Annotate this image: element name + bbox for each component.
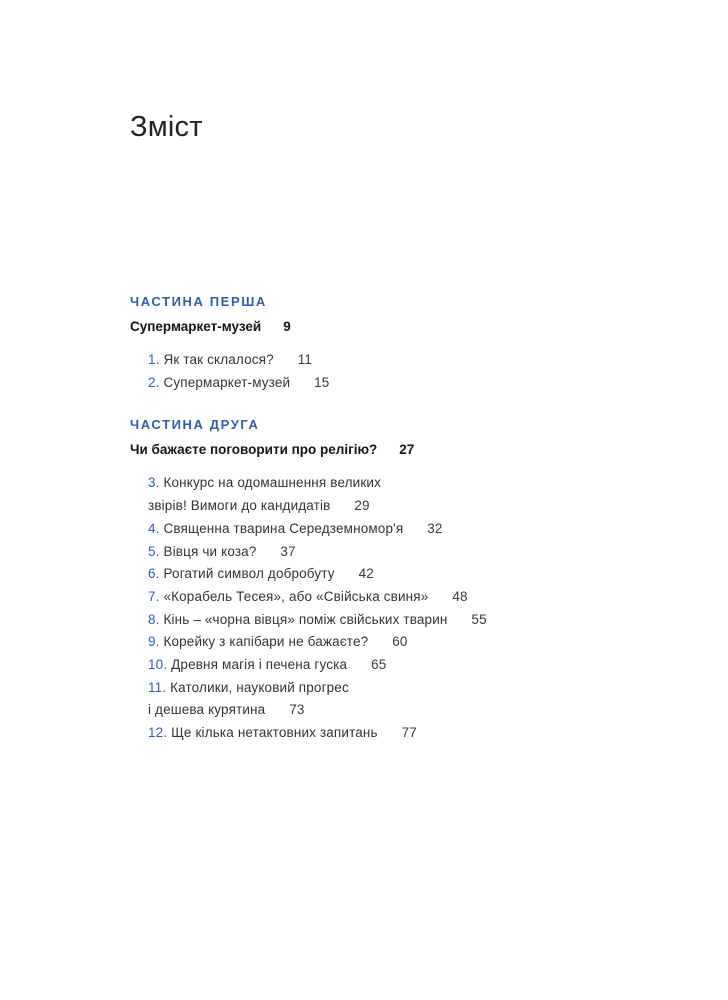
- toc-entry-chapter-12: [148, 722, 690, 745]
- toc-entry-chapter-4: [148, 518, 690, 541]
- chapter-number: 3.: [148, 475, 160, 491]
- chapter-list: [130, 472, 690, 744]
- chapter-number: 7.: [148, 588, 160, 604]
- page-number: 11: [297, 352, 313, 367]
- toc-entry-chapter-11: [148, 677, 690, 722]
- chapter-number: 10.: [148, 657, 168, 673]
- chapter-title: Як так склалося?: [163, 352, 274, 367]
- page-number: 27: [399, 442, 415, 458]
- chapter-number: 4.: [148, 520, 160, 536]
- chapter-title-line-1: Католики, науковий прогрес: [170, 679, 349, 695]
- chapter-title-line-2: і дешева курятина: [148, 702, 266, 718]
- page-title: Зміст: [130, 111, 203, 143]
- toc-entry-chapter-7: [148, 586, 690, 609]
- toc-entry-chapter-9: [148, 631, 690, 654]
- page-number: 55: [471, 611, 487, 627]
- chapter-number: 2.: [148, 374, 160, 390]
- page-number: 60: [392, 634, 408, 650]
- part-title-row: [130, 440, 690, 460]
- part-label: ЧАСТИНА ДРУГА: [130, 417, 260, 433]
- page-number: 29: [354, 498, 370, 514]
- chapter-number: 6.: [148, 566, 160, 582]
- part-title: Супермаркет-музей: [130, 319, 262, 334]
- part-title: Чи бажаєте поговорити про релігію?: [130, 442, 378, 458]
- page-number: 9: [283, 319, 291, 334]
- toc-entry-chapter-5: [148, 541, 690, 564]
- toc-entry-chapter-10: [148, 654, 690, 677]
- chapter-title: Корейку з капібари не бажаєте?: [163, 634, 369, 650]
- page-number: 77: [401, 725, 417, 741]
- chapter-title-line-1: Конкурс на одомашнення великих: [163, 475, 382, 491]
- page-number: 32: [427, 520, 443, 536]
- chapter-number: 5.: [148, 543, 160, 559]
- chapter-title: Кінь – «чорна вівця» поміж свійських тварин: [163, 611, 448, 627]
- chapter-list: [130, 349, 690, 394]
- toc-entry-chapter-8: [148, 609, 690, 632]
- chapter-number: 11.: [148, 679, 167, 695]
- toc-entry-chapter-2: [148, 372, 690, 395]
- chapter-title: Супермаркет-музей: [163, 374, 291, 390]
- page-number: 73: [289, 702, 305, 718]
- toc-entry-chapter-1: [148, 349, 690, 372]
- page-number: 15: [314, 374, 330, 390]
- chapter-number: 1.: [148, 352, 160, 367]
- chapter-title-line-2: звірів! Вимоги до кандидатів: [148, 498, 331, 514]
- chapter-number: 12.: [148, 725, 168, 741]
- toc-entry-chapter-3: [148, 472, 690, 517]
- chapter-title: Вівця чи коза?: [163, 543, 257, 559]
- page-number: 42: [358, 566, 374, 582]
- chapter-title: Священна тварина Середземномор'я: [163, 520, 404, 536]
- chapter-title: Ще кілька нетактовних запитань: [171, 725, 378, 741]
- page-number: 37: [280, 543, 296, 559]
- table-of-contents: [130, 292, 690, 745]
- part-label: ЧАСТИНА ПЕРША: [130, 294, 267, 309]
- chapter-number: 8.: [148, 611, 160, 627]
- chapter-title: Рогатий символ добробуту: [163, 566, 335, 582]
- part-one: [130, 292, 690, 394]
- chapter-number: 9.: [148, 634, 160, 650]
- chapter-title: «Корабель Тесея», або «Свійська свиня»: [163, 588, 429, 604]
- chapter-title: Древня магія і печена гуска: [171, 657, 348, 673]
- part-two: [130, 415, 690, 744]
- page-number: 48: [452, 588, 468, 604]
- page-number: 65: [371, 657, 387, 673]
- part-title-row: [130, 317, 690, 337]
- toc-entry-chapter-6: [148, 563, 690, 586]
